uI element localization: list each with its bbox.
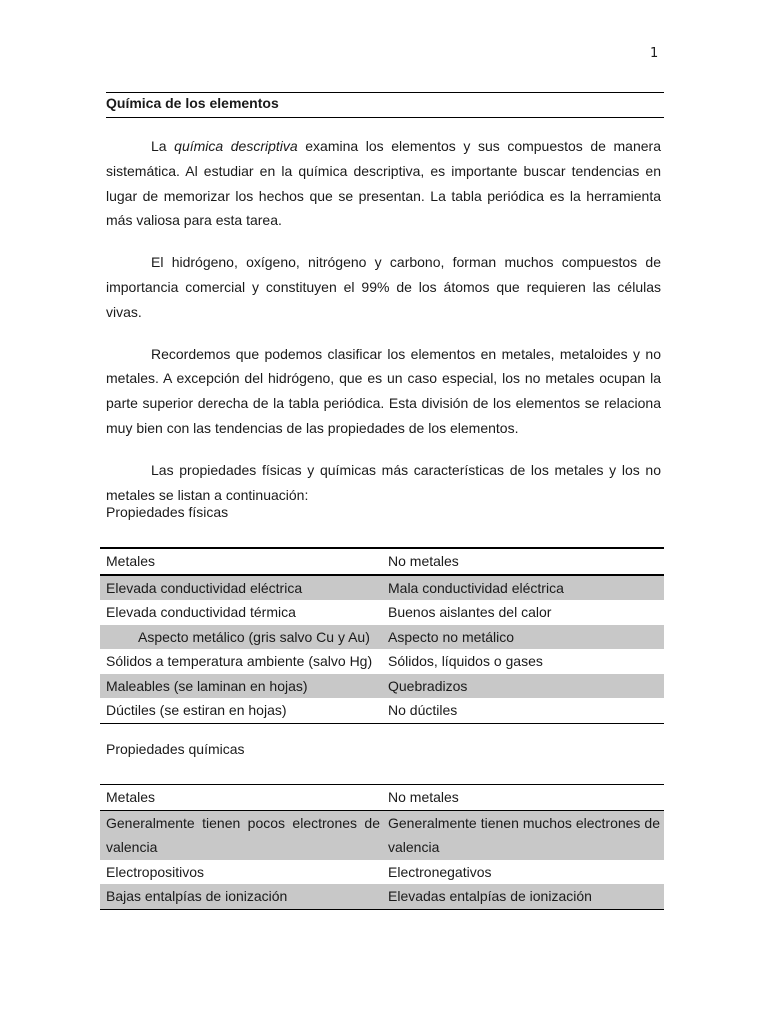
body-text xyxy=(106,134,661,507)
paragraph-2: El hidrógeno, oxígeno, nitrógeno y carbono, forman muchos compuestos de importancia comercial y constituyen el 99% de los átomos que requieren las células vivas. xyxy=(106,254,661,320)
paragraph-3: Recordemos que podemos clasificar los elementos en metales, metaloides y no metales. A excepción del hidrógeno, que es un caso especial, los no metales ocupan la parte superior derecha de la tabla periódica. Esta división de los elementos se relaciona muy bien con las tendencias de las propiedades de los elementos. xyxy=(106,345,661,436)
header-nonmetals: No metales xyxy=(388,789,459,805)
document-title: Química de los elementos xyxy=(106,95,279,111)
cell-nonmetal: Buenos aislantes del calor xyxy=(388,604,552,620)
table-row xyxy=(100,576,664,601)
table-row xyxy=(100,884,664,909)
cell-metal: Bajas entalpías de ionización xyxy=(106,888,288,904)
table-header-row xyxy=(100,549,664,576)
physical-properties-label: Propiedades físicas xyxy=(106,504,229,520)
cell-metal: Generalmente tienen pocos electrones de valencia xyxy=(106,814,380,855)
cell-metal: Elevada conductividad eléctrica xyxy=(106,579,303,596)
cell-nonmetal: No dúctiles xyxy=(388,702,458,718)
table-row xyxy=(100,698,664,723)
paragraph-4: Las propiedades físicas y químicas más características de los metales y los no metales se listan a continuación: xyxy=(106,461,661,503)
cell-nonmetal: Aspecto no metálico xyxy=(388,628,515,645)
paragraph-1-rest: examina los elementos y sus compuestos de manera sistemática. Al estudiar en la química descriptiva, es importante buscar tendencias en lugar de memorizar los hechos que se presentan. La tabla periódica es la herramienta más valiosa para esta tarea. xyxy=(106,138,661,229)
table-header-row xyxy=(100,785,664,811)
cell-nonmetal: Elevadas entalpías de ionización xyxy=(388,888,592,904)
paragraph-1-prefix: La xyxy=(151,138,175,154)
cell-nonmetal: Quebradizos xyxy=(388,677,468,694)
physical-properties-table xyxy=(100,547,664,724)
cell-metal: Dúctiles (se estiran en hojas) xyxy=(106,702,287,718)
cell-nonmetal: Generalmente tienen muchos electrones de valencia xyxy=(388,814,660,855)
paragraph-1 xyxy=(106,134,661,233)
title-block xyxy=(106,92,664,118)
cell-metal: Elevada conductividad térmica xyxy=(106,604,296,620)
table-row xyxy=(100,625,664,650)
paragraph-1-italic-term: química descriptiva xyxy=(174,138,298,154)
header-metals: Metales xyxy=(106,553,156,569)
cell-nonmetal: Sólidos, líquidos o gases xyxy=(388,653,543,669)
chemical-properties-label: Propiedades químicas xyxy=(106,741,245,757)
table-row xyxy=(100,811,664,860)
cell-metal: Maleables (se laminan en hojas) xyxy=(106,677,308,694)
cell-nonmetal: Mala conductividad eléctrica xyxy=(388,579,564,596)
cell-metal: Electropositivos xyxy=(106,863,205,880)
table-row xyxy=(100,860,664,885)
chemical-properties-table xyxy=(100,784,664,910)
header-metals: Metales xyxy=(106,789,156,805)
table-row xyxy=(100,649,664,674)
table-row xyxy=(100,600,664,625)
page-number: 1 xyxy=(650,46,659,61)
cell-metal: Aspecto metálico (gris salvo Cu y Au) xyxy=(138,628,370,645)
table-row xyxy=(100,674,664,699)
header-nonmetals: No metales xyxy=(388,553,459,569)
cell-metal: Sólidos a temperatura ambiente (salvo Hg) xyxy=(106,653,373,669)
cell-nonmetal: Electronegativos xyxy=(388,863,492,880)
